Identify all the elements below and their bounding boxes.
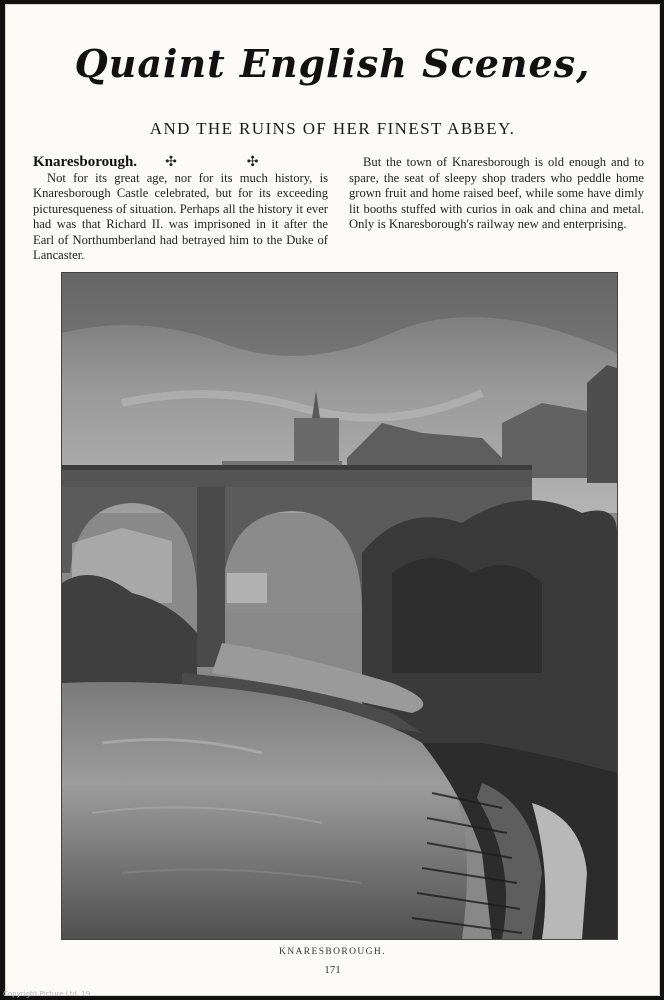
paragraph-right: But the town of Knaresborough is old enough and to spare, the seat of sleepy shop traders who peddle home grown fruit and home raised beef, while some have dimly lit booths stuffed with curios in oak and china and metal. Only is Knaresborough's railway new and enterprising.	[349, 155, 644, 231]
text-column-right	[349, 155, 644, 233]
page-sheet	[5, 4, 660, 996]
section-heading: Knaresborough.	[33, 154, 138, 170]
knaresborough-photograph	[61, 272, 618, 940]
copyright-notice: Copyright Picture Ltd. 19	[3, 990, 91, 998]
text-column-left	[33, 155, 328, 264]
page-number: 171	[324, 964, 341, 976]
page-subtitle: AND THE RUINS OF HER FINEST ABBEY.	[149, 119, 516, 138]
ornament-icon: ✣	[165, 155, 177, 170]
figure-caption: KNARESBOROUGH.	[279, 947, 386, 957]
ornament-icon: ✣	[246, 155, 259, 170]
photograph-illustration	[62, 273, 617, 939]
section-heading-line	[33, 155, 328, 171]
page-title: Quaint English Scenes,	[74, 41, 591, 86]
paragraph-left: Not for its great age, nor for its much history, is Knaresborough Castle celebrated, but for its exceeding picturesqueness of situation. Perhaps all the history it ever had was that Richard II. was imprisoned in it after the Earl of Northumberland had betrayed him to the Duke of Lancaster.	[33, 170, 328, 262]
